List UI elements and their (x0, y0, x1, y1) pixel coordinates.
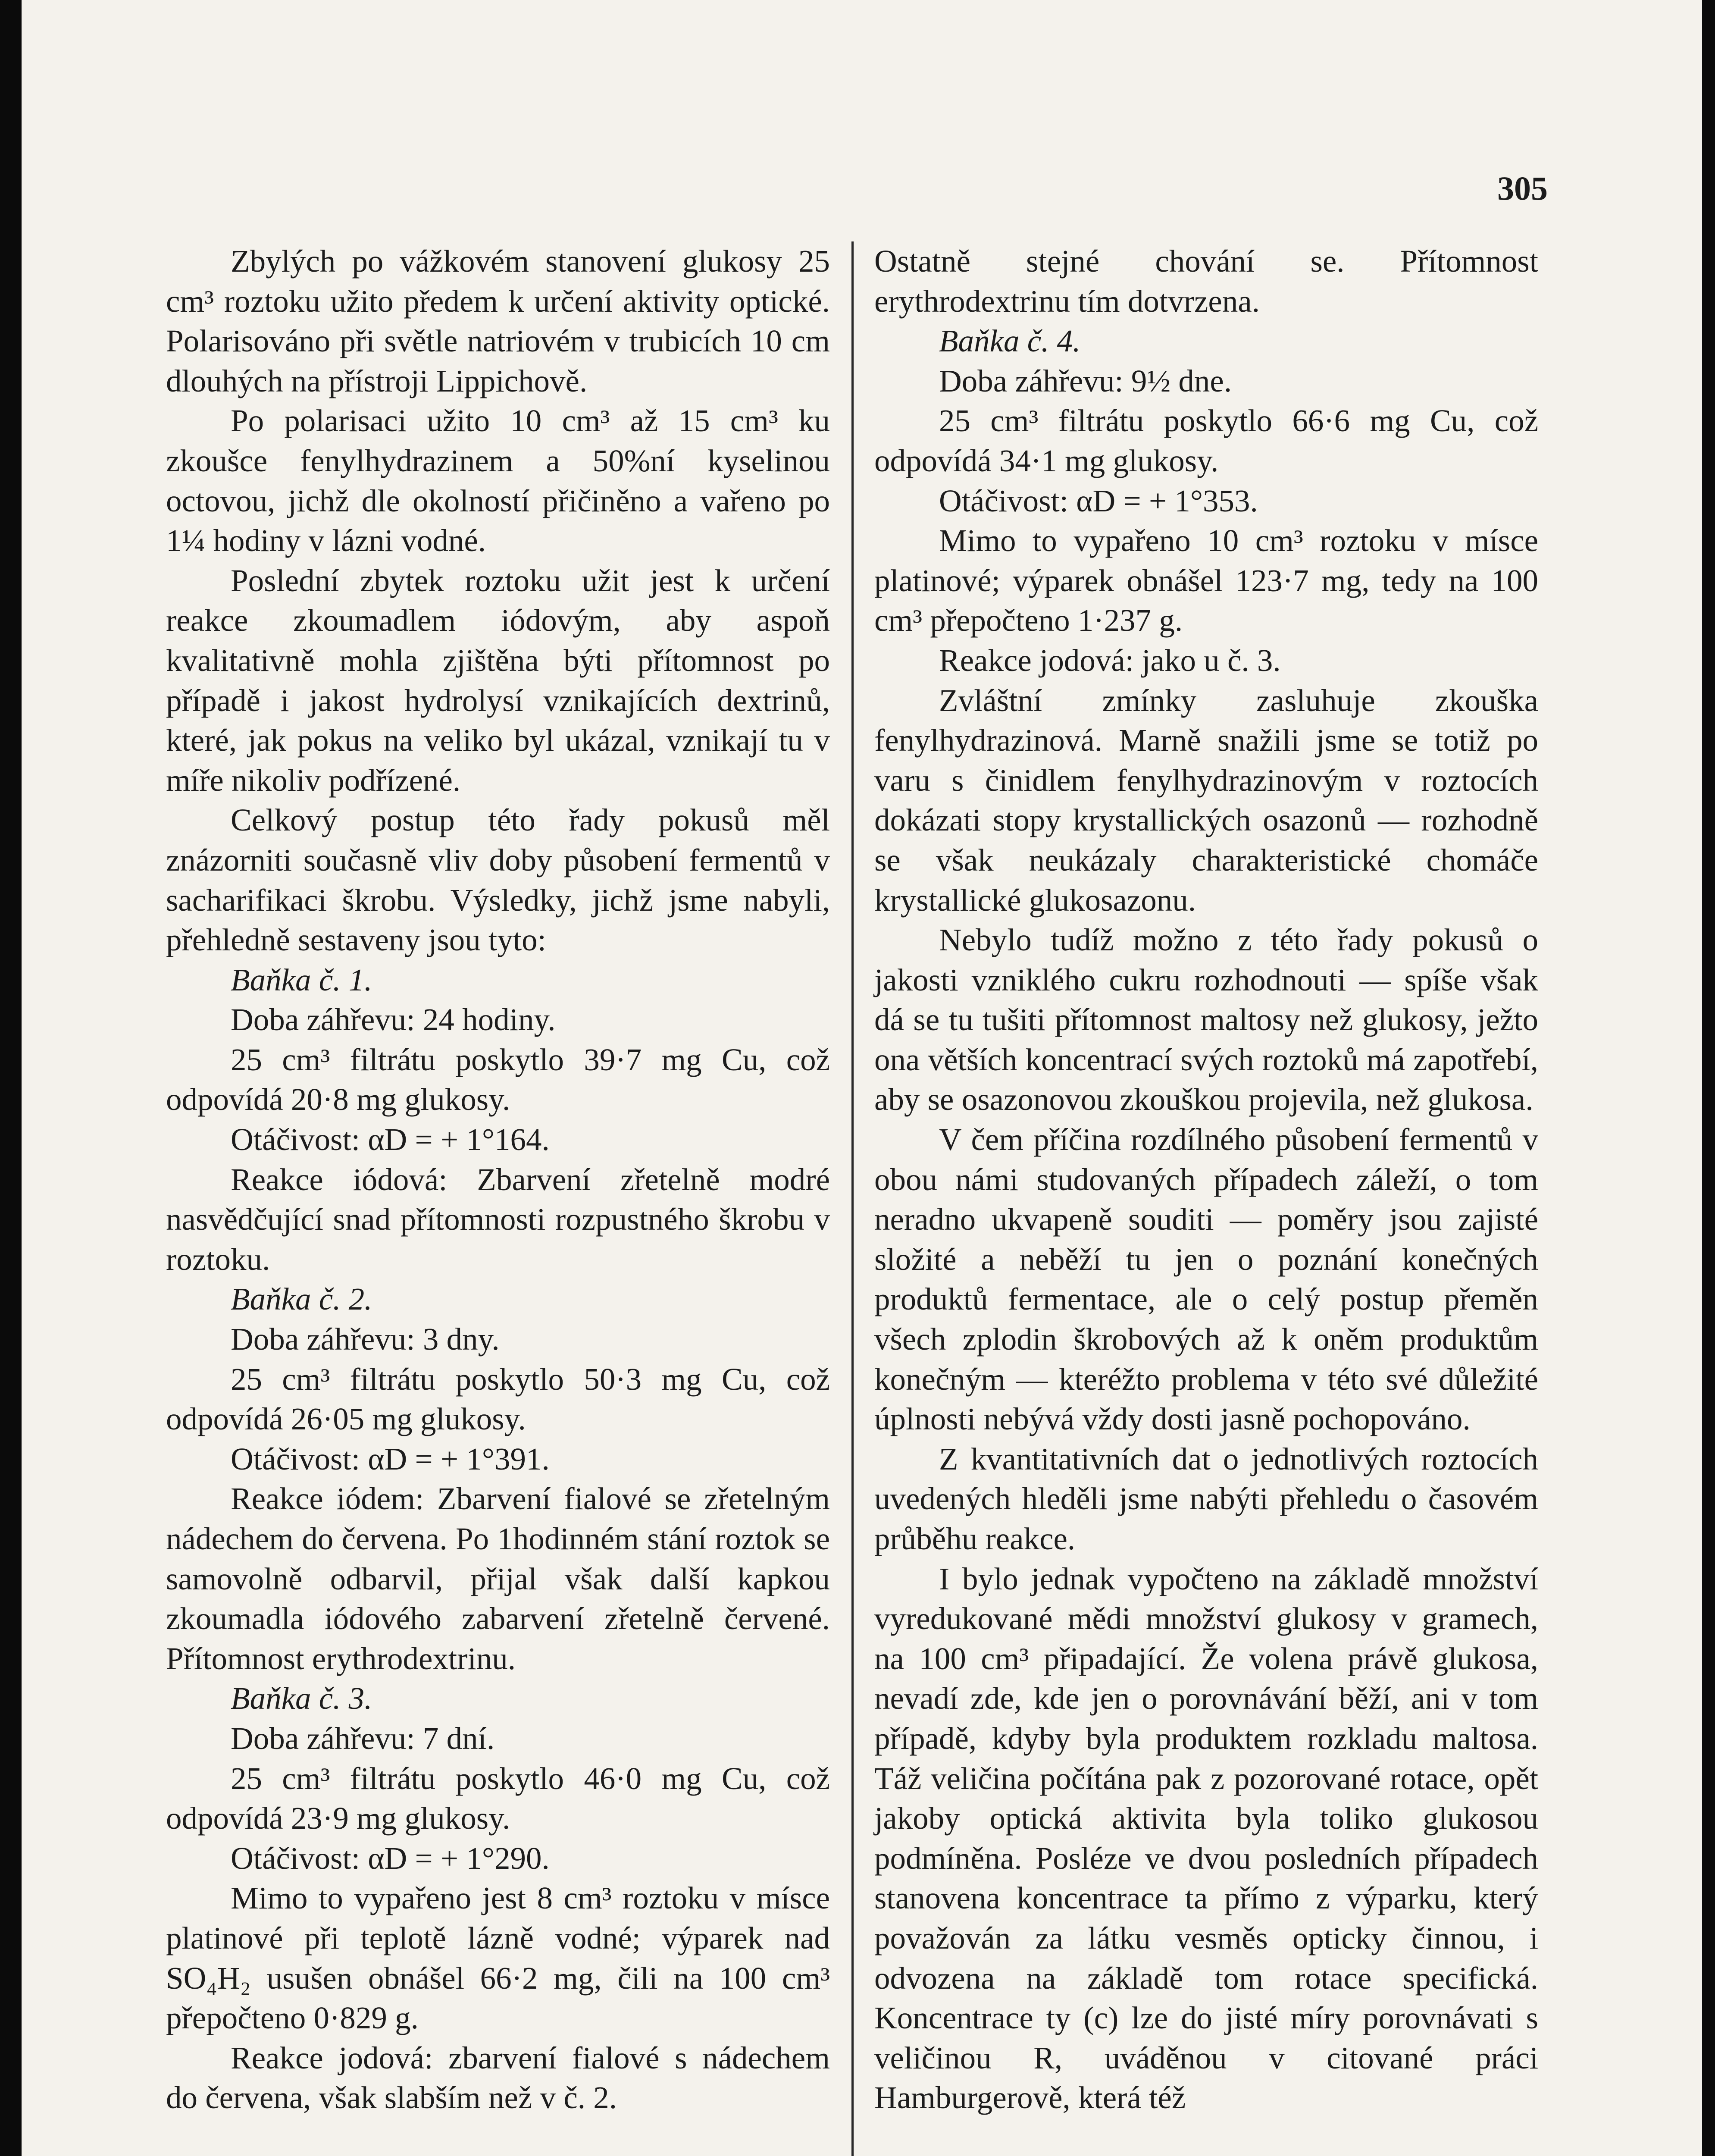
paragraph: Doba záhřevu: 9½ dne. (939, 363, 1232, 398)
scan-border-right (1702, 0, 1715, 2156)
paragraph: Zvláštní zmínky zasluhuje zkouška fenylhydrazinová. Marně snažili jsme se totiž po varu s činidlem fenylhydrazinovým v roztocích dokázati stopy krystallických osazonů — rozhodně se však neukázaly charakteristické chomáče krystallické glukosazonu. (874, 683, 1538, 918)
paragraph: Otáčivost: αD = + 1°391. (231, 1441, 550, 1476)
paragraph: Mimo to vypařeno jest 8 cm³ roztoku v mísce platinové při teplotě lázně vodné; výparek nad SO₄H₂ usušen obnášel 66·2 mg, čili na 100 cm³ přepočteno 0·829 g. (166, 1880, 830, 2036)
paragraph: 25 cm³ filtrátu poskytlo 50·3 mg Cu, což odpovídá 26·05 mg glukosy. (166, 1361, 830, 1437)
page-number: 305 (1497, 169, 1548, 207)
paragraph: Celkový postup této řady pokusů měl znázorniti současně vliv doby působení fermentů v sacharifikaci škrobu. Výsledky, jichž jsme nabyli, přehledně sestaveny jsou tyto: (166, 802, 830, 958)
paragraph: Doba záhřevu: 24 hodiny. (231, 1002, 556, 1037)
paragraph: Poslední zbytek roztoku užit jest k určení reakce zkoumadlem iódovým, aby aspoň kvalitativně mohla zjištěna býti přítomnost po případě i jakost hydrolysí vznikajících dextrinů, které, jak pokus na veliko byl ukázal, vznikají tu v míře nikoliv podřízené. (166, 563, 830, 798)
flask-heading: Baňka č. 3. (231, 1681, 372, 1716)
paragraph: Po polarisaci užito 10 cm³ až 15 cm³ ku zkoušce fenylhydrazinem a 50%ní kyselinou octovou, jichž dle okolností přičiněno a vařeno po 1¼ hodiny v lázni vodné. (166, 403, 830, 558)
flask-heading: Baňka č. 2. (231, 1282, 372, 1317)
column-divider (851, 241, 854, 2156)
paragraph: I bylo jednak vypočteno na základě množství vyredukované mědi množství glukosy v gramech, na 100 cm³ připadající. Že volena právě glukosa, nevadí zde, kde jen o porovnávání běží, ani v tom případě, kdyby byla produktem rozkladu maltosa. Táž veličina počítána pak z pozorované rotace, opět jakoby optická aktivita byla toliko glukosou podmíněna. Posléze ve dvou posledních případech stanovena koncentrace ta přímo z výparku, který považován za látku vesměs opticky činnou, i odvozena na základě tom rotace specifická. Koncentrace ty (c) lze do jisté míry porovnávati s veličinou R, uváděnou v citované práci Hamburgerově, která též (874, 1561, 1538, 2115)
paragraph: Zbylých po vážkovém stanovení glukosy 25 cm³ roztoku užito předem k určení aktivity optické. Polarisováno při světle natriovém v trubicích 10 cm dlouhých na přístroji Lippichově. (166, 244, 830, 398)
left-column (166, 241, 830, 2118)
right-column (874, 241, 1538, 2118)
paragraph: V čem příčina rozdílného působení fermentů v obou námi studovaných případech záleží, o tom neradno ukvapeně souditi — poměry jsou zajisté složité a neběží tu jen o poznání konečných produktů fermentace, ale o celý postup přeměn všech zplodin škrobových až k oněm produktům konečným — kteréžto problema v této své důležité úplnosti nebývá vždy dosti jasně pochopováno. (874, 1122, 1538, 1437)
paragraph: Doba záhřevu: 7 dní. (231, 1720, 495, 1756)
paragraph: Reakce jodová: jako u č. 3. (939, 642, 1281, 678)
paragraph: Reakce iódem: Zbarvení fialové se zřetelným nádechem do červena. Po 1hodinném stání roztok se samovolně odbarvil, přijal však další kapkou zkoumadla iódového zabarvení zřetelně červené. Přítomnost erythrodextrinu. (166, 1481, 830, 1676)
paragraph: Nebylo tudíž možno z této řady pokusů o jakosti vzniklého cukru rozhodnouti — spíše však dá se tu tušiti přítomnost maltosy než glukosy, ježto ona větších koncentrací svých roztoků má zapotřebí, aby se osazonovou zkouškou projevila, než glukosa. (874, 922, 1538, 1117)
paragraph: Ostatně stejné chování se. Přítomnost erythrodextrinu tím dotvrzena. (874, 244, 1538, 319)
paragraph: 25 cm³ filtrátu poskytlo 39·7 mg Cu, což odpovídá 20·8 mg glukosy. (166, 1042, 830, 1117)
paragraph: Otáčivost: αD = + 1°164. (231, 1122, 550, 1157)
paragraph: 25 cm³ filtrátu poskytlo 66·6 mg Cu, což odpovídá 34·1 mg glukosy. (874, 403, 1538, 478)
paragraph: Otáčivost: αD = + 1°290. (231, 1840, 550, 1876)
scan-border-left (0, 0, 22, 2156)
paragraph: Mimo to vypařeno 10 cm³ roztoku v mísce platinové; výparek obnášel 123·7 mg, tedy na 100 cm³ přepočteno 1·237 g. (874, 523, 1538, 638)
paragraph: Doba záhřevu: 3 dny. (231, 1322, 500, 1357)
flask-heading: Baňka č. 4. (939, 323, 1081, 359)
paragraph: Reakce iódová: Zbarvení zřetelně modré nasvědčující snad přítomnosti rozpustného škrobu v roztoku. (166, 1162, 830, 1277)
flask-heading: Baňka č. 1. (231, 962, 372, 997)
paragraph: Otáčivost: αD = + 1°353. (939, 483, 1258, 518)
paragraph: 25 cm³ filtrátu poskytlo 46·0 mg Cu, což odpovídá 23·9 mg glukosy. (166, 1761, 830, 1836)
paragraph: Z kvantitativních dat o jednotlivých roztocích uvedených hleděli jsme nabýti přehledu o časovém průběhu reakce. (874, 1441, 1538, 1556)
paragraph: Reakce jodová: zbarvení fialové s nádechem do červena, však slabším než v č. 2. (166, 2040, 830, 2115)
